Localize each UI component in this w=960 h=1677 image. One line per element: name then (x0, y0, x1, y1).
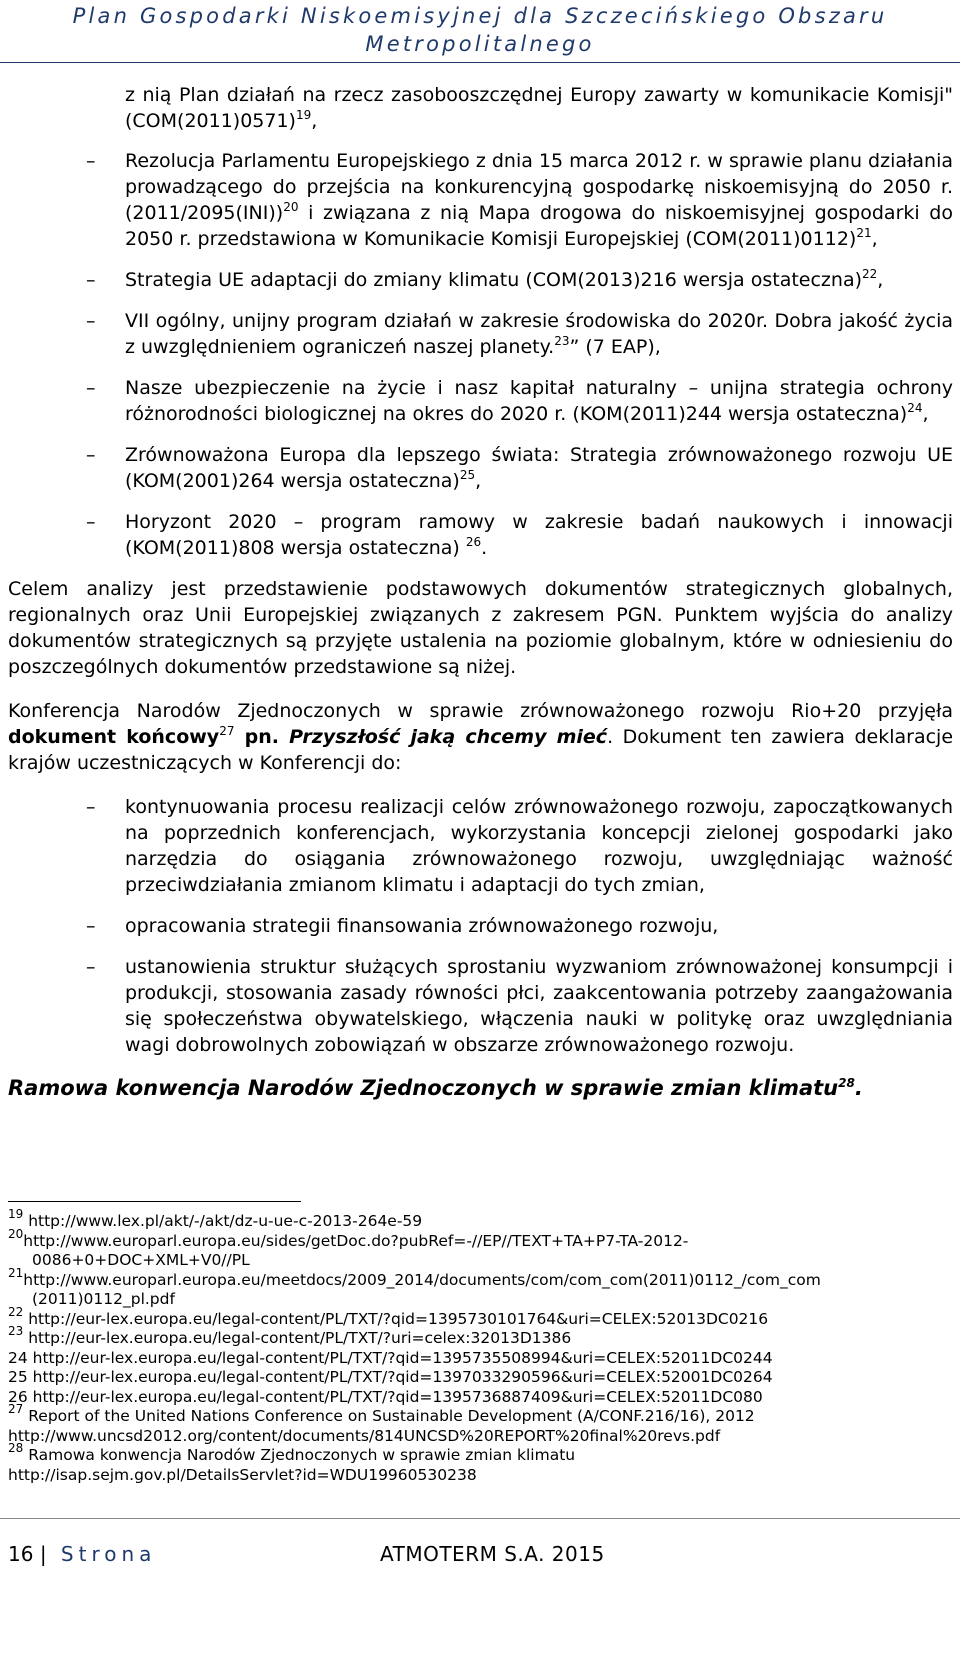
footnote-link[interactable]: http://eur-lex.europa.eu/legal-content/PL/TXT/?uri=celex:32013D1386 (23, 1329, 572, 1347)
footnote-divider (8, 1201, 301, 1202)
footnote-link[interactable]: http://eur-lex.europa.eu/legal-content/PL/TXT/?qid=1395730101764&uri=CELEX:52013DC0216 (23, 1309, 769, 1328)
footnote: $^{20}$http://www.europarl.europa.eu/sides/getDoc.do?pubRef=-//EP//TEXT+TA+P7-TA-2012- 0086+0+DOC+XML+V0//PL (8, 1226, 689, 1269)
footnote[interactable]: 24 http://eur-lex.europa.eu/legal-content/PL/TXT/?qid=1395735508994&uri=CELEX:52011DC0244 (8, 1348, 773, 1367)
footnote: $^{21}$http://www.europarl.europa.eu/meetdocs/2009_2014/documents/com/com_com(2011)0112_/com_com (2011)0112_pl.pdf (8, 1265, 821, 1308)
footnote-link[interactable]: http://www.uncsd2012.org/content/documents/814UNCSD%20REPORT%20final%20revs.pdf (8, 1426, 721, 1445)
dash-marker: – (86, 511, 96, 533)
list-item: – ustanowienia struktur służących sprostaniu wyzwaniom zrównoważonej konsumpcji i produkcji, stosowania zasady równości płci, zaakcentowania potrzeby zaangażowania się społeczeństwa obywatelskiego, włączenia nauki w politykę oraz uwzględniania wagi dobrowolnych zobowiązań w obszarze zrównoważonego rozwoju. (86, 956, 953, 1056)
list-item: – opracowania strategii finansowania zrównoważonego rozwoju, (86, 915, 719, 937)
list-item: – Zrównoważona Europa dla lepszego świata: Strategia zrównoważonego rozwoju UE (KOM(2001)264 wersja ostateczna)$^{25}$, (86, 444, 953, 492)
paragraph-rio: Konferencja Narodów Zjednoczonych w sprawie zrównoważonego rozwoju Rio+20 przyjęła dokument końcowy$^{27}$ pn. Przyszłość jaką chcemy mieć. Dokument ten zawiera deklaracje krajów uczestniczących w Konferencji do: (8, 700, 954, 774)
list-item: – Strategia UE adaptacji do zmiany klimatu (COM(2013)216 wersja ostateczna)$^{22}$, (86, 267, 884, 291)
footnote: $^{22}$ http://eur-lex.europa.eu/legal-content/PL/TXT/?qid=1395730101764&uri=CELEX:52013DC0216 (8, 1304, 769, 1328)
footer-separator: | (39, 1542, 47, 1566)
list-item: – Nasze ubezpieczenie na życie i nasz kapitał naturalny – unijna strategia ochrony różnorodności biologicznej na okres do 2020 r. (KOM(2011)244 wersja ostateczna)$^{24}$, (86, 377, 953, 425)
footnotes (8, 1207, 953, 1485)
footnote: $^{19}$ http://www.lex.pl/akt/-/akt/dz-u-ue-c-2013-264e-59 (8, 1207, 423, 1230)
footnote: $^{28}$ Ramowa konwencja Narodów Zjednoczonych w sprawie zmian klimatu http://isap.sejm.gov.pl/DetailsServlet?id=WDU19960530238 (8, 1441, 576, 1484)
dash-marker: – (86, 444, 96, 466)
dash-marker: – (86, 310, 96, 332)
list-item: – Horyzont 2020 – program ramowy w zakresie badań naukowych i innowacji (KOM(2011)808 wersja ostateczna) $^{26}$. (86, 511, 953, 559)
dash-marker: – (86, 956, 96, 978)
list2 (8, 794, 953, 1058)
footer-company: ATMOTERM S.A. 2015 (380, 1542, 605, 1566)
footer-divider (0, 1518, 960, 1519)
header-title-line2: Metropolitalnego (365, 32, 595, 56)
footnote-link[interactable]: http://isap.sejm.gov.pl/DetailsServlet?id=WDU19960530238 (8, 1465, 477, 1484)
dash-marker: – (86, 377, 96, 399)
list1-continuation: z nią Plan działań na rzecz zasobooszczędnej Europy zawarty w komunikacie Komisji" $(COM(2011)0571)^{19}$, (125, 84, 953, 132)
header-title-line1: Plan Gospodarki Niskoemisyjnej dla Szczecińskiego Obszaru (72, 4, 888, 28)
footnote[interactable]: 26 http://eur-lex.europa.eu/legal-content/PL/TXT/?qid=1395736887409&uri=CELEX:52011DC080 (8, 1387, 763, 1406)
dash-marker: – (86, 796, 96, 818)
list1 (8, 148, 953, 561)
main-content (8, 82, 953, 1102)
list-item: – VII ogólny, unijny program działań w zakresie środowiska do 2020r. Dobra jakość życia z uwzględnieniem ograniczeń naszej planety.$^{23}$” (7 EAP), (86, 310, 953, 358)
footnote-link[interactable]: http://www.europarl.europa.eu/meetdocs/2009_2014/documents/com/com_com(2011)0112_/com_com (23, 1270, 821, 1289)
footnote: $^{23}$ http://eur-lex.europa.eu/legal-content/PL/TXT/?uri=celex:32013D1386 (8, 1324, 572, 1347)
footnote[interactable]: 25 http://eur-lex.europa.eu/legal-content/PL/TXT/?qid=1397033290596&uri=CELEX:52001DC0264 (8, 1368, 773, 1386)
dash-marker: – (86, 150, 96, 172)
dash-marker: – (86, 915, 96, 937)
list-item: – Rezolucja Parlamentu Europejskiego z dnia 15 marca 2012 r. w sprawie planu działania prowadzącego do przejścia na konkurencyjną gospodarkę niskoemisyjną do 2050 r. $(2011/2095(INI))^{20}$ i związana z nią Mapa drogowa do niskoemisyjnej gospodarki do 2050 r. przedstawiona w Komunikacie Komisji Europejskiej $(COM(2011)0112)^{21}$, (86, 150, 953, 250)
footnote: $^{27}$ Report of the United Nations Conference on Sustainable Development (A/CONF.216/16), 2012 http://www.uncsd2012.org/content/documents/814UNCSD%20REPORT%20final%20revs.pdf (8, 1402, 755, 1445)
page-footer (8, 1541, 953, 1567)
section-heading: Ramowa konwencja Narodów Zjednoczonych w sprawie zmian klimatu$^{28}$. (8, 1076, 863, 1100)
header-divider (0, 62, 960, 63)
page-header (0, 2, 960, 58)
dash-marker: – (86, 269, 96, 291)
list-item: – kontynuowania procesu realizacji celów zrównoważonego rozwoju, zapoczątkowanych na poprzednich konferencjach, wykorzystania koncepcji zielonej gospodarki jako narzędzia do osiągania zrównoważonego rozwoju, uwzględniając ważność przeciwdziałania zmianom klimatu i adaptacji do tych zmian, (86, 796, 953, 896)
footnote-link[interactable]: http://www.europarl.europa.eu/sides/getDoc.do?pubRef=-//EP//TEXT+TA+P7-TA-2012- (23, 1231, 689, 1250)
paragraph-analysis: Celem analizy jest przedstawienie podstawowych dokumentów strategicznych globalnych, regionalnych oraz Unii Europejskiej związanych z zakresem PGN. Punktem wyjścia do analizy dokumentów strategicznych są przyjęte ustalenia na poziomie globalnym, które w odniesieniu do poszczególnych dokumentów przedstawione są niżej. (8, 578, 953, 678)
footer-strona: Strona (60, 1542, 157, 1566)
page-number: 16 (8, 1542, 34, 1566)
footnote-link[interactable]: http://www.lex.pl/akt/-/akt/dz-u-ue-c-2013-264e-59 (23, 1212, 423, 1230)
